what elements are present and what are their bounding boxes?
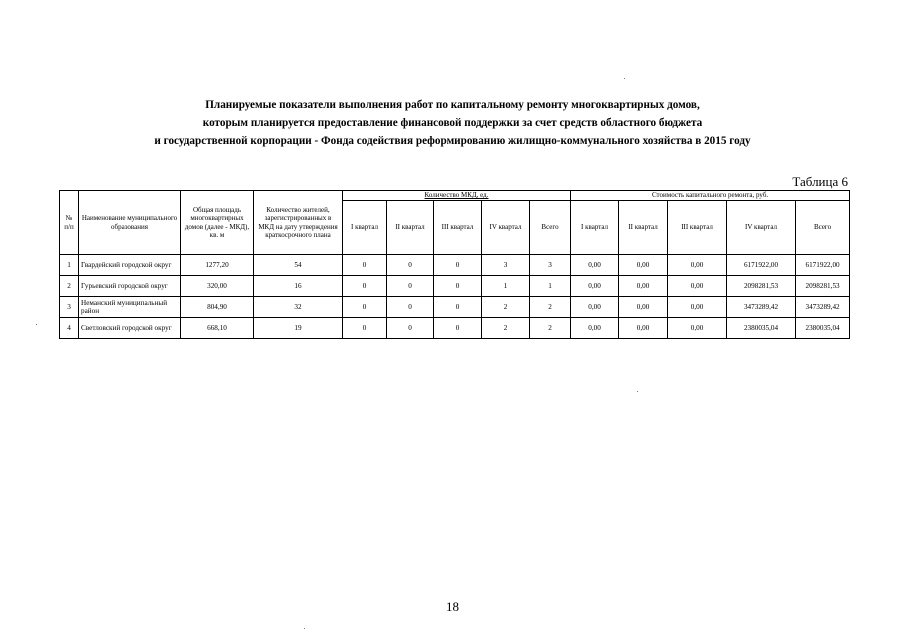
cell-cost-q1: 0,00 bbox=[571, 276, 619, 297]
header-group-cost: Стоимость капитального ремонта, руб. bbox=[571, 191, 850, 201]
cell-mkd-q1: 0 bbox=[343, 276, 387, 297]
cell-cost-q1: 0,00 bbox=[571, 318, 619, 339]
cell-mkd-q4: 2 bbox=[482, 318, 530, 339]
cell-mkd-q1: 0 bbox=[343, 318, 387, 339]
table-label: Таблица 6 bbox=[792, 174, 848, 189]
cell-residents: 54 bbox=[254, 255, 343, 276]
header-mkd-total: Всего bbox=[530, 201, 571, 255]
header-cost-q4: IV квартал bbox=[727, 201, 796, 255]
cell-cost-q2: 0,00 bbox=[619, 297, 668, 318]
header-cost-total: Всего bbox=[796, 201, 850, 255]
cell-cost-q4: 3473289,42 bbox=[727, 297, 796, 318]
title-line-2: которым планируется предоставление финансовой поддержки за счет средств областного бюджета bbox=[202, 117, 703, 129]
cell-cost-q2: 0,00 bbox=[619, 276, 668, 297]
page-number: 18 bbox=[446, 599, 459, 614]
title-line-1: Планируемые показатели выполнения работ по капитальному ремонту многоквартирных домов, bbox=[205, 99, 700, 111]
cell-name: Светловский городской округ bbox=[79, 318, 181, 339]
cell-cost-q4: 2098281,53 bbox=[727, 276, 796, 297]
cell-mkd-total: 3 bbox=[530, 255, 571, 276]
cell-mkd-q2: 0 bbox=[387, 318, 434, 339]
cell-cost-q3: 0,00 bbox=[668, 276, 727, 297]
header-group-mkd-label: Количество МКД, ед. bbox=[424, 191, 489, 200]
cell-mkd-total: 2 bbox=[530, 318, 571, 339]
table-row bbox=[60, 276, 850, 297]
cell-cost-total: 6171922,00 bbox=[796, 255, 850, 276]
cell-cost-q2: 0,00 bbox=[619, 318, 668, 339]
table-row bbox=[60, 318, 850, 339]
cell-mkd-q3: 0 bbox=[434, 255, 482, 276]
cell-cost-total: 2098281,53 bbox=[796, 276, 850, 297]
cell-mkd-q3: 0 bbox=[434, 276, 482, 297]
header-mkd-q2: II квартал bbox=[387, 201, 434, 255]
cell-mkd-q1: 0 bbox=[343, 297, 387, 318]
cell-cost-q1: 0,00 bbox=[571, 297, 619, 318]
cell-residents: 19 bbox=[254, 318, 343, 339]
cell-cost-q2: 0,00 bbox=[619, 255, 668, 276]
cell-mkd-q4: 1 bbox=[482, 276, 530, 297]
cell-mkd-total: 1 bbox=[530, 276, 571, 297]
title-line-3: и государственной корпорации - Фонда содействия реформированию жилищно-коммунального хозяйства в 2015 году bbox=[154, 135, 751, 147]
header-num: № п/п bbox=[60, 191, 79, 255]
scan-speck bbox=[36, 324, 37, 325]
cell-mkd-q4: 3 bbox=[482, 255, 530, 276]
table-row bbox=[60, 255, 850, 276]
cell-cost-total: 2380035,04 bbox=[796, 318, 850, 339]
cell-name: Неманский муниципальный район bbox=[79, 297, 181, 318]
document-title bbox=[60, 96, 845, 150]
header-residents: Количество жителей, зарегистрированных в МКД на дату утверждения краткосрочного плана bbox=[254, 191, 343, 255]
cell-area: 320,00 bbox=[181, 276, 254, 297]
cell-mkd-q3: 0 bbox=[434, 318, 482, 339]
table-row bbox=[60, 297, 850, 318]
cell-residents: 16 bbox=[254, 276, 343, 297]
header-mkd-q4: IV квартал bbox=[482, 201, 530, 255]
cell-area: 668,10 bbox=[181, 318, 254, 339]
cell-mkd-q3: 0 bbox=[434, 297, 482, 318]
data-table bbox=[59, 190, 850, 339]
header-cost-q3: III квартал bbox=[668, 201, 727, 255]
cell-mkd-q2: 0 bbox=[387, 276, 434, 297]
cell-area: 1277,20 bbox=[181, 255, 254, 276]
cell-num: 1 bbox=[60, 255, 79, 276]
cell-name: Гурьевский городской округ bbox=[79, 276, 181, 297]
cell-cost-total: 3473289,42 bbox=[796, 297, 850, 318]
cell-residents: 32 bbox=[254, 297, 343, 318]
cell-cost-q4: 2380035,04 bbox=[727, 318, 796, 339]
cell-mkd-q2: 0 bbox=[387, 297, 434, 318]
cell-num: 2 bbox=[60, 276, 79, 297]
cell-cost-q3: 0,00 bbox=[668, 318, 727, 339]
cell-name: Гвардейский городской округ bbox=[79, 255, 181, 276]
scan-speck bbox=[624, 78, 625, 79]
cell-cost-q3: 0,00 bbox=[668, 255, 727, 276]
scan-speck bbox=[304, 628, 305, 629]
header-cost-q2: II квартал bbox=[619, 201, 668, 255]
cell-mkd-total: 2 bbox=[530, 297, 571, 318]
cell-cost-q3: 0,00 bbox=[668, 297, 727, 318]
cell-num: 3 bbox=[60, 297, 79, 318]
cell-mkd-q1: 0 bbox=[343, 255, 387, 276]
cell-cost-q1: 0,00 bbox=[571, 255, 619, 276]
cell-cost-q4: 6171922,00 bbox=[727, 255, 796, 276]
cell-area: 804,90 bbox=[181, 297, 254, 318]
header-name: Наименование муниципального образования bbox=[79, 191, 181, 255]
header-area: Общая площадь многоквартирных домов (далее - МКД), кв. м bbox=[181, 191, 254, 255]
scan-speck bbox=[637, 391, 638, 392]
header-mkd-q3: III квартал bbox=[434, 201, 482, 255]
header-cost-q1: I квартал bbox=[571, 201, 619, 255]
header-group-mkd bbox=[343, 191, 571, 201]
cell-num: 4 bbox=[60, 318, 79, 339]
header-mkd-q1: I квартал bbox=[343, 201, 387, 255]
cell-mkd-q2: 0 bbox=[387, 255, 434, 276]
cell-mkd-q4: 2 bbox=[482, 297, 530, 318]
